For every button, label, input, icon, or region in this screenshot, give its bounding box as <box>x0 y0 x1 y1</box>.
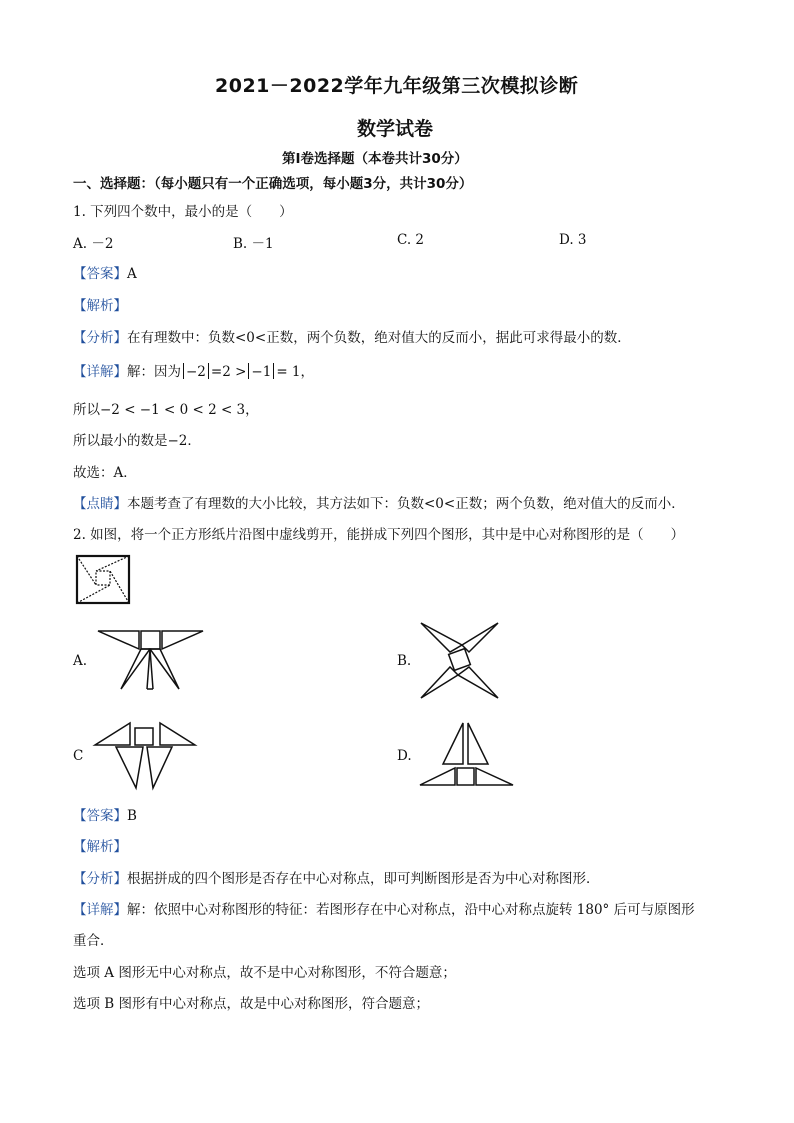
fenxi-text: 在有理数中：负数<0<正数，两个负数，绝对值大的反而小，据此可求得最小的数． <box>127 330 631 346</box>
q2-stem: 2. 如图，将一个正方形纸片沿图中虚线剪开，能拼成下列四个图形，其中是中心对称图形的是（ ） <box>73 527 685 543</box>
part-heading: 第Ⅰ卷选择题（本卷共计30分） <box>282 151 468 167</box>
q1-stem: 1. 下列四个数中，最小的是（ ） <box>73 204 293 220</box>
q1-xiangjie <box>73 360 314 380</box>
q2-figure-c <box>92 720 198 792</box>
q2-label-a: A. <box>73 653 88 669</box>
q1-fenxi <box>73 326 631 346</box>
xiangjie-text: 解：依照中心对称图形的特征：若图形存在中心对称点，沿中心对称点旋转 180° 后可与原图形 <box>127 902 695 918</box>
exam-title: 2021－2022学年九年级第三次模拟诊断 <box>215 75 579 97</box>
q1-option-a: A. －2 <box>73 236 114 252</box>
q2-label-b: B. <box>397 653 412 669</box>
q1-option-b: B. －1 <box>233 236 274 252</box>
q2-option-b-explain: 选项 B 图形有中心对称点，故是中心对称图形，符合题意； <box>73 996 430 1012</box>
fenxi-text: 根据拼成的四个图形是否存在中心对称点，即可判断图形是否为中心对称图形． <box>127 871 600 887</box>
q1-line2: 所以−2 < −1 < 0 < 2 < 3， <box>73 402 259 418</box>
section-heading: 一、选择题：（每小题只有一个正确选项，每小题3分，共计30分） <box>73 176 473 192</box>
q2-label-d: D. <box>397 748 412 764</box>
xiangjie-text-d: −1 <box>251 364 272 380</box>
answer-value: B <box>127 808 137 824</box>
q1-line3: 所以最小的数是−2． <box>73 433 201 449</box>
q2-fenxi <box>73 867 600 887</box>
exam-subtitle: 数学试卷 <box>357 118 434 140</box>
xiangjie-text-c: =2 > <box>210 364 247 380</box>
answer-tag: 【答案】 <box>73 266 127 282</box>
q2-option-a-explain: 选项 A 图形无中心对称点，故不是中心对称图形，不符合题意； <box>73 965 456 981</box>
q2-xiangjie-line2: 重合． <box>73 933 114 949</box>
q2-xiangjie-line1 <box>73 898 695 918</box>
q1-answer <box>73 262 137 282</box>
answer-value: A <box>127 266 137 282</box>
q2-figure-d <box>417 720 517 790</box>
q1-dianjing <box>73 492 685 512</box>
answer-tag: 【答案】 <box>73 808 127 824</box>
q1-analysis-tag: 【解析】 <box>73 298 127 314</box>
dianjing-text: 本题考查了有理数的大小比较，其方法如下：负数<0<正数；两个负数，绝对值大的反而小． <box>127 496 685 512</box>
q2-analysis-tag: 【解析】 <box>73 839 127 855</box>
xiangjie-tag: 【详解】 <box>73 364 127 380</box>
square-paper-figure <box>74 554 132 606</box>
q1-option-c: C. 2 <box>397 232 425 248</box>
xiangjie-tag: 【详解】 <box>73 902 127 918</box>
xiangjie-text-b: −2 <box>186 364 206 380</box>
q1-option-d: D. 3 <box>559 232 587 248</box>
xiangjie-text-e: = 1， <box>276 364 315 380</box>
fenxi-tag: 【分析】 <box>73 871 127 887</box>
fenxi-tag: 【分析】 <box>73 330 127 346</box>
q2-figure-a <box>95 628 207 692</box>
xiangjie-text-a: 解：因为 <box>127 364 181 380</box>
q2-figure-b <box>418 620 502 702</box>
dianjing-tag: 【点睛】 <box>73 496 127 512</box>
q2-label-c: C <box>73 748 84 764</box>
q2-answer <box>73 804 137 824</box>
q1-line4: 故选：A． <box>73 465 137 481</box>
